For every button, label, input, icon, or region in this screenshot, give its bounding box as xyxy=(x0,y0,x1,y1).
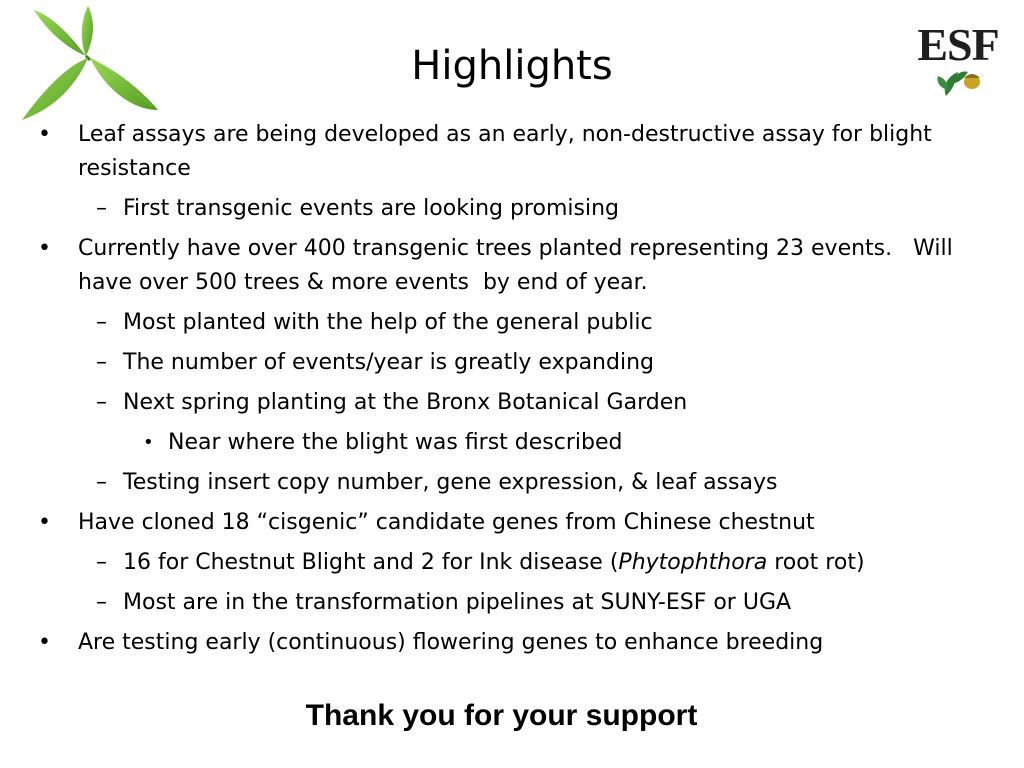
dash-icon: – xyxy=(96,470,107,495)
dash-icon: – xyxy=(96,550,107,575)
sub-bullet-item xyxy=(0,546,1010,580)
italic-term: Phytophthora xyxy=(618,550,768,575)
bullet-dot-icon: • xyxy=(38,510,51,535)
sub-bullet-text: First transgenic events are looking promising xyxy=(123,196,619,221)
bullet-item xyxy=(0,232,1010,300)
sub-bullet-item xyxy=(0,306,1010,340)
bullet-dot-icon: • xyxy=(143,432,154,453)
bullet-list xyxy=(0,118,1010,666)
bullet-dot-icon: • xyxy=(38,630,51,655)
esf-logo-text: ESF xyxy=(917,19,999,70)
sub-bullet-item xyxy=(0,466,1010,500)
dash-icon: – xyxy=(96,390,107,415)
text-segment: root rot) xyxy=(767,550,865,575)
bullet-item xyxy=(0,118,1010,186)
dash-icon: – xyxy=(96,310,107,335)
dash-icon: – xyxy=(96,350,107,375)
slide-title: Highlights xyxy=(411,43,613,89)
bullet-text: Leaf assays are being developed as an early, non-destructive assay for blight resistance xyxy=(78,122,932,181)
dash-icon: – xyxy=(96,196,107,221)
sub-sub-bullet-text: Near where the blight was first described xyxy=(168,430,623,455)
sub-bullet-text: Testing insert copy number, gene expression, & leaf assays xyxy=(123,470,778,495)
sub-bullet-text: The number of events/year is greatly expanding xyxy=(123,350,654,375)
sub-bullet-text: Next spring planting at the Bronx Botanical Garden xyxy=(123,390,688,415)
bullet-item xyxy=(0,626,1010,660)
bullet-text: Currently have over 400 transgenic trees planted representing 23 events. Will have over 500 trees & more events by end of year. xyxy=(78,236,960,295)
sub-bullet-item xyxy=(0,586,1010,620)
bullet-dot-icon: • xyxy=(38,236,51,261)
bullet-text: Have cloned 18 “cisgenic” candidate genes from Chinese chestnut xyxy=(78,510,815,535)
closing-text: Thank you for your support xyxy=(305,699,698,732)
sub-bullet-item xyxy=(0,386,1010,420)
sub-sub-bullet-item xyxy=(0,426,1010,460)
sub-bullet-text: Most are in the transformation pipelines at SUNY-ESF or UGA xyxy=(123,590,792,615)
sub-bullet-text: Most planted with the help of the general public xyxy=(123,310,653,335)
text-segment: 16 for Chestnut Blight and 2 for Ink disease ( xyxy=(123,550,619,575)
bullet-dot-icon: • xyxy=(38,122,51,147)
bullet-item xyxy=(0,506,1010,540)
sub-bullet-text xyxy=(123,550,865,575)
sub-bullet-item xyxy=(0,192,1010,226)
dash-icon: – xyxy=(96,590,107,615)
sub-bullet-item xyxy=(0,346,1010,380)
bullet-text: Are testing early (continuous) flowering genes to enhance breeding xyxy=(78,630,824,655)
